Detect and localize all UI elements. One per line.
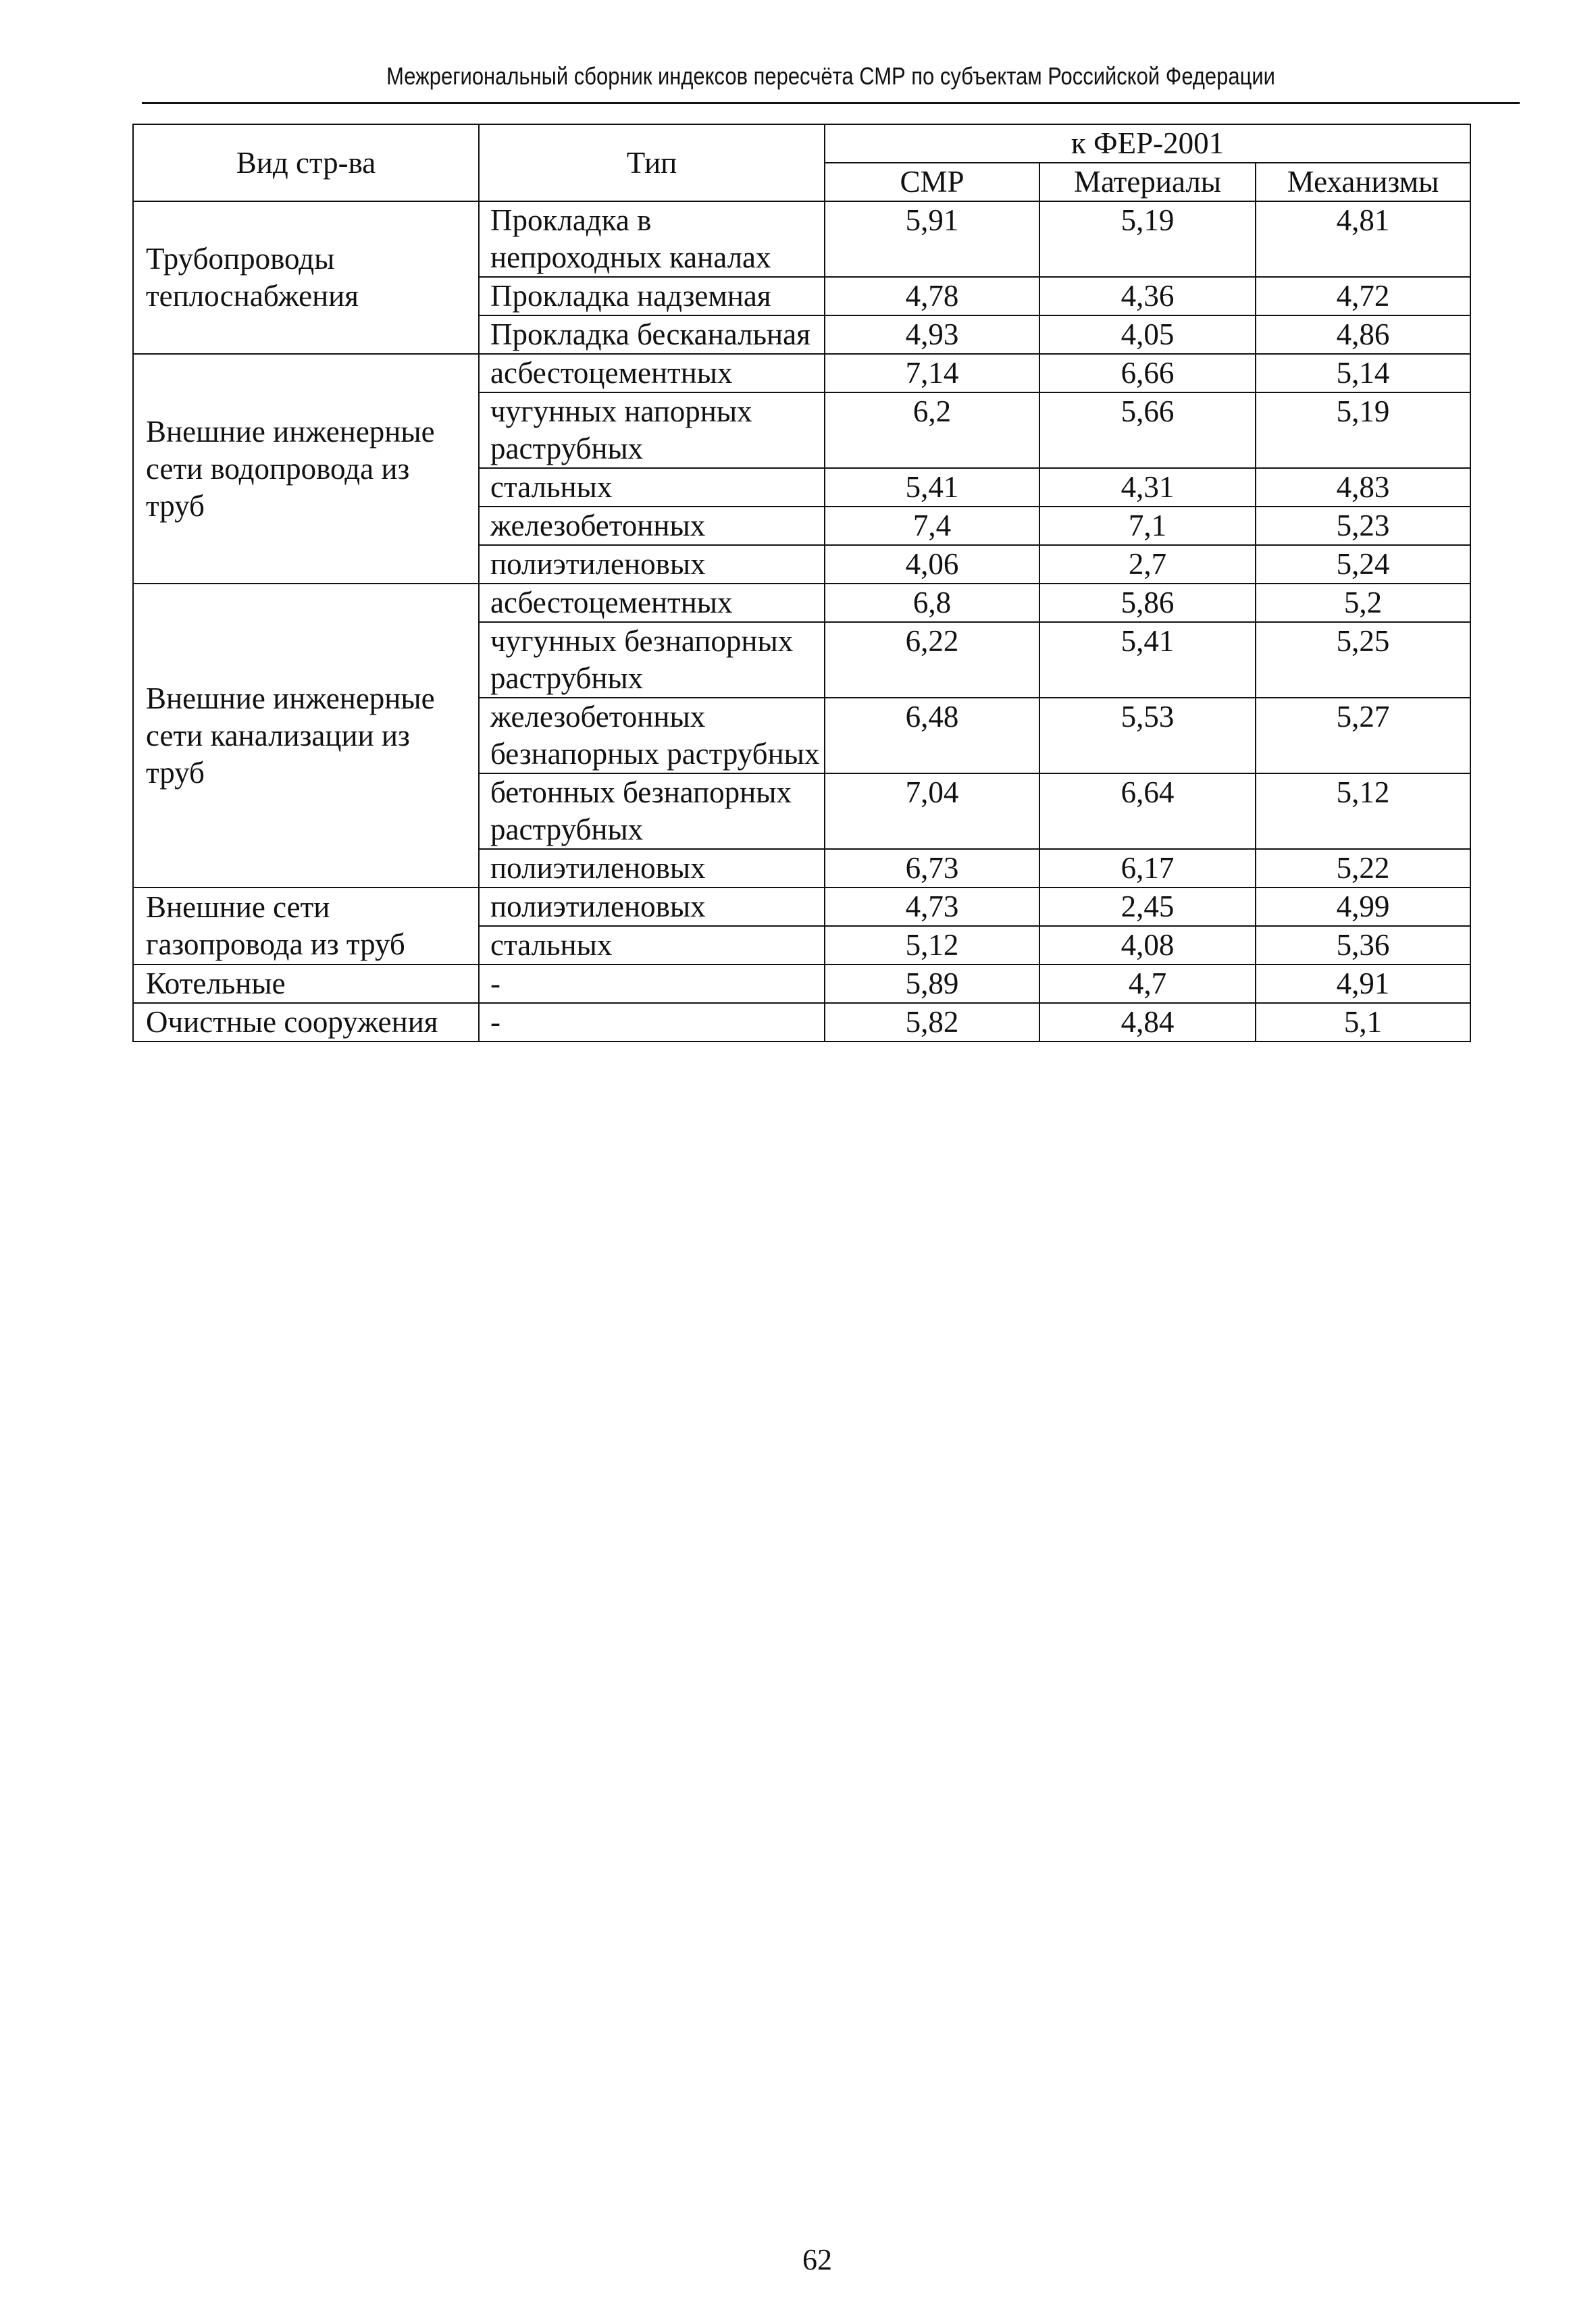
materials-value: 6,64: [1039, 773, 1256, 849]
smr-value: 5,12: [825, 926, 1039, 965]
type-cell: асбестоцементных: [479, 584, 825, 622]
type-cell: стальных: [479, 468, 825, 507]
type-cell: -: [479, 965, 825, 1003]
type-cell: железобетонных: [479, 507, 825, 545]
type-cell: бетонных безнапорных раструбных: [479, 773, 825, 849]
kind-cell: Котельные: [133, 965, 479, 1003]
type-cell: чугунных напорных раструбных: [479, 392, 825, 468]
header-mechanisms: Механизмы: [1256, 163, 1470, 201]
running-header: Межрегиональный сборник индексов пересчёта СМР по субъектам Российской Федерации: [386, 62, 1275, 90]
page-number: 62: [802, 2243, 832, 2276]
type-cell: чугунных безнапорных раструбных: [479, 622, 825, 698]
mechanisms-value: 5,1: [1256, 1003, 1470, 1042]
materials-value: 5,53: [1039, 698, 1256, 773]
smr-value: 5,89: [825, 965, 1039, 1003]
table-row: [133, 201, 1470, 277]
header-materials: Материалы: [1039, 163, 1256, 201]
mechanisms-value: 4,81: [1256, 201, 1470, 277]
type-cell: Прокладка надземная: [479, 277, 825, 315]
smr-value: 4,73: [825, 888, 1039, 926]
smr-value: 5,41: [825, 468, 1039, 507]
materials-value: 6,17: [1039, 849, 1256, 888]
table-row: [133, 965, 1470, 1003]
smr-value: 7,4: [825, 507, 1039, 545]
materials-value: 5,66: [1039, 392, 1256, 468]
mechanisms-value: 5,23: [1256, 507, 1470, 545]
smr-value: 6,2: [825, 392, 1039, 468]
table-row: [133, 354, 1470, 392]
smr-value: 7,04: [825, 773, 1039, 849]
mechanisms-value: 4,83: [1256, 468, 1470, 507]
header-type: Тип: [479, 124, 825, 201]
materials-value: 4,08: [1039, 926, 1256, 965]
materials-value: 4,7: [1039, 965, 1256, 1003]
kind-cell: Внешние сети газопровода из труб: [133, 888, 479, 965]
smr-value: 5,91: [825, 201, 1039, 277]
materials-value: 4,84: [1039, 1003, 1256, 1042]
type-cell: железобетонных безнапорных раструбных: [479, 698, 825, 773]
type-cell: полиэтиленовых: [479, 545, 825, 584]
table-row: [133, 1003, 1470, 1042]
mechanisms-value: 4,91: [1256, 965, 1470, 1003]
smr-value: 6,8: [825, 584, 1039, 622]
mechanisms-value: 4,86: [1256, 315, 1470, 354]
materials-value: 6,66: [1039, 354, 1256, 392]
header-kind: Вид стр-ва: [133, 124, 479, 201]
type-cell: асбестоцементных: [479, 354, 825, 392]
type-cell: полиэтиленовых: [479, 849, 825, 888]
materials-value: 5,41: [1039, 622, 1256, 698]
mechanisms-value: 5,27: [1256, 698, 1470, 773]
smr-value: 7,14: [825, 354, 1039, 392]
type-cell: Прокладка в непроходных каналах: [479, 201, 825, 277]
table-row: [133, 584, 1470, 622]
mechanisms-value: 5,36: [1256, 926, 1470, 965]
smr-value: 4,06: [825, 545, 1039, 584]
kind-cell: Внешние инженерные сети водопровода из труб: [133, 354, 479, 584]
type-cell: полиэтиленовых: [479, 888, 825, 926]
header-rule: [142, 102, 1520, 104]
materials-value: 5,19: [1039, 201, 1256, 277]
price-index-table: [132, 124, 1471, 1042]
mechanisms-value: 5,2: [1256, 584, 1470, 622]
type-cell: -: [479, 1003, 825, 1042]
materials-value: 4,05: [1039, 315, 1256, 354]
materials-value: 2,45: [1039, 888, 1256, 926]
smr-value: 6,22: [825, 622, 1039, 698]
mechanisms-value: 5,19: [1256, 392, 1470, 468]
type-cell: Прокладка бесканальная: [479, 315, 825, 354]
header-smr: СМР: [825, 163, 1039, 201]
smr-value: 6,73: [825, 849, 1039, 888]
mechanisms-value: 5,25: [1256, 622, 1470, 698]
type-cell: стальных: [479, 926, 825, 965]
table-row: [133, 888, 1470, 926]
materials-value: 4,31: [1039, 468, 1256, 507]
mechanisms-value: 5,24: [1256, 545, 1470, 584]
header-fer-2001: к ФЕР-2001: [825, 124, 1470, 163]
mechanisms-value: 5,22: [1256, 849, 1470, 888]
smr-value: 6,48: [825, 698, 1039, 773]
mechanisms-value: 4,72: [1256, 277, 1470, 315]
mechanisms-value: 5,14: [1256, 354, 1470, 392]
smr-value: 4,93: [825, 315, 1039, 354]
kind-cell: Очистные сооружения: [133, 1003, 479, 1042]
materials-value: 4,36: [1039, 277, 1256, 315]
kind-cell: Внешние инженерные сети канализации из труб: [133, 584, 479, 888]
materials-value: 7,1: [1039, 507, 1256, 545]
materials-value: 2,7: [1039, 545, 1256, 584]
kind-cell: Трубопроводы теплоснабжения: [133, 201, 479, 354]
materials-value: 5,86: [1039, 584, 1256, 622]
smr-value: 4,78: [825, 277, 1039, 315]
smr-value: 5,82: [825, 1003, 1039, 1042]
mechanisms-value: 5,12: [1256, 773, 1470, 849]
mechanisms-value: 4,99: [1256, 888, 1470, 926]
